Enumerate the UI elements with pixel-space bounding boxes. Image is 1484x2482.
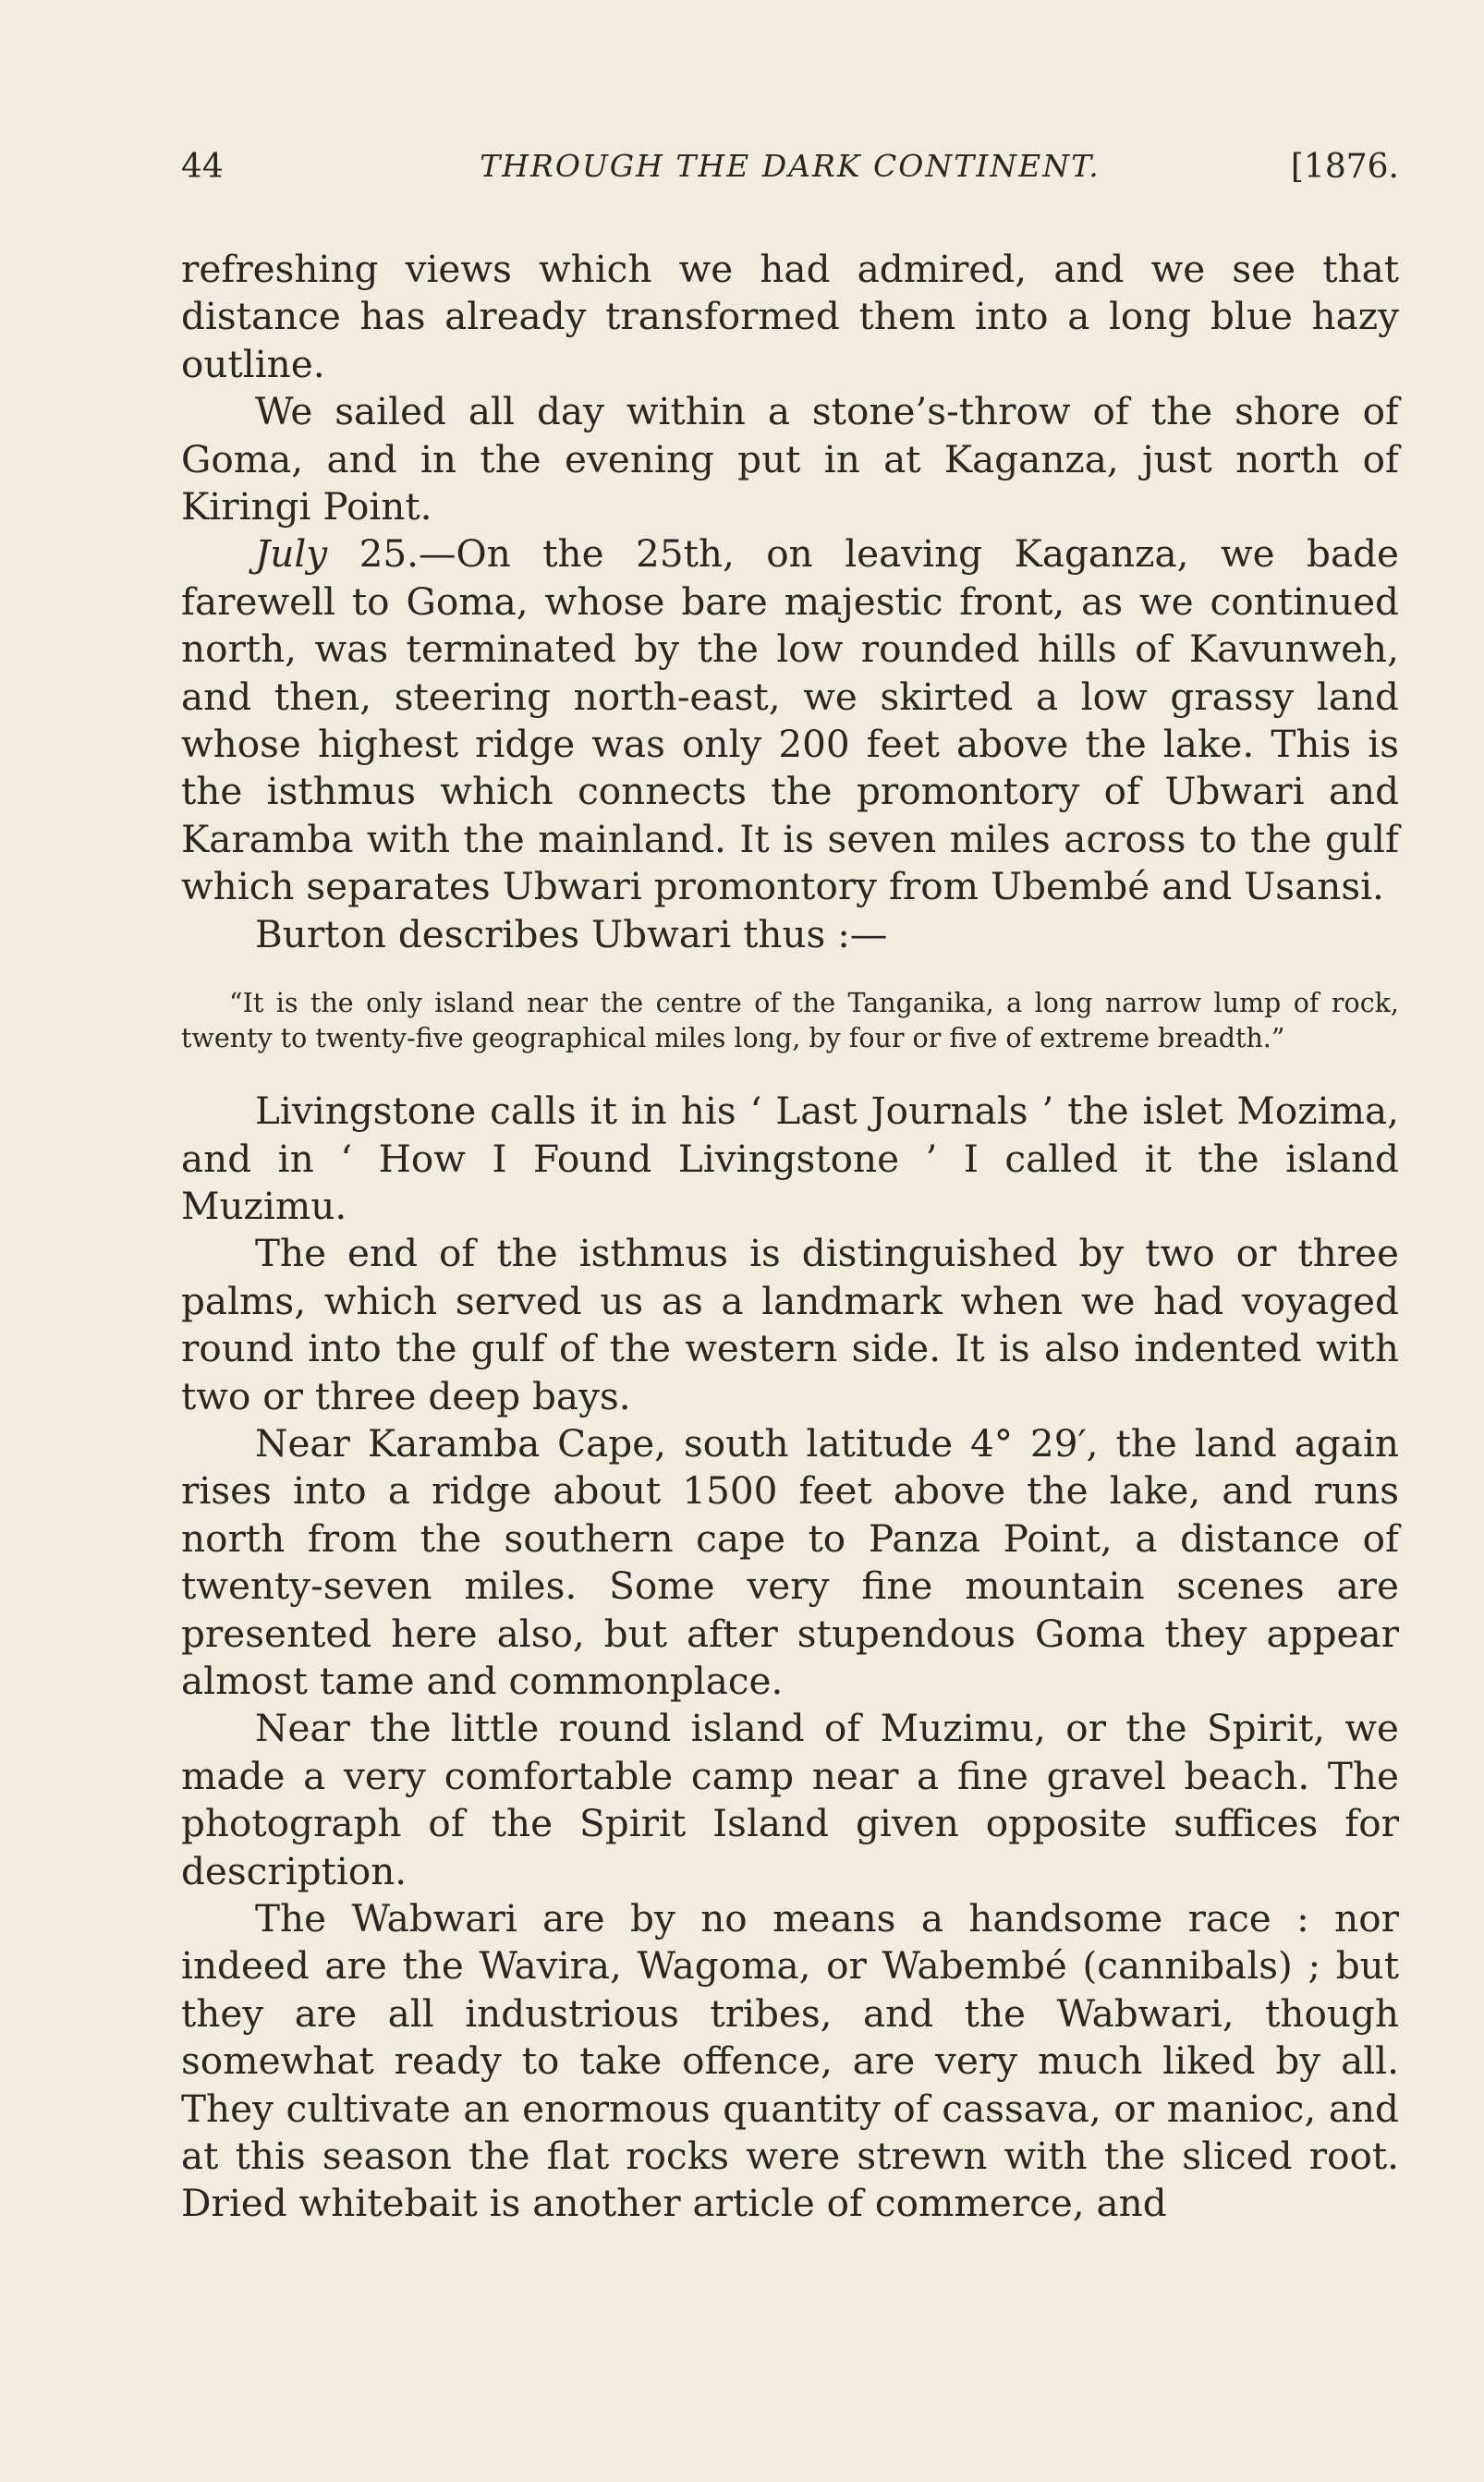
block-quote: “It is the only island near the centre of the Tanganika, a long narrow lump of rock, twenty to twenty-five geographical miles long, by four or five of extreme breadth.” [181,988,1399,1054]
paragraph: Burton describes Ubwari thus :— [255,911,888,956]
running-year: [1876. [1290,148,1399,186]
paragraph: We sailed all day within a stone’s-throw of the shore of Goma, and in the evening put in at Kaganza, just north of Kiringi Point. [181,389,1399,529]
paragraph: The Wabwari are by no means a handsome race : nor indeed are the Wavira, Wagoma, or Wabembé (cannibals) ; but they are all industrious tribes, and the Wabwari, though somewhat ready to take offence, are very much liked by all. They cultivate an enormous quantity of cassava, or manioc, and at this season the flat rocks were strewn with the sliced root. Dried whitebait is another article of commerce, and [181,1896,1399,2226]
paragraph: Near Karamba Cape, south latitude 4° 29′, the land again rises into a ridge about 1500 feet above the lake, and runs north from the southern cape to Panza Point, a distance of twenty-seven miles. Some very fine mountain scenes are presented here also, but after stupendous Goma they appear almost tame and commonplace. [181,1420,1399,1703]
paragraph: Livingstone calls it in his ‘ Last Journals ’ the islet Mozima, and in ‘ How I Found Livingstone ’ I called it the island Muzimu. [181,1089,1399,1228]
paragraph-text: 25.—On the 25th, on leaving Kaganza, we bade farewell to Goma, whose bare majestic front, as we continued north, was terminated by the low rounded hills of Kavunweh, and then, steering north-east, we skirted a low grassy land whose highest ridge was only 200 feet above the lake. This is the isthmus which connects the promontory of Ubwari and Karamba with the mainland. It is seven miles across to the gulf which separates Ubwari promontory from Ubembé and Usansi. [181,531,1399,909]
paragraph-continued: refreshing views which we had admired, and we see that distance has already transformed them into a long blue hazy outline. [181,247,1399,386]
running-title: THROUGH THE DARK CONTINENT. [480,148,1101,184]
paragraph-dated [181,530,1399,910]
page-number: 44 [181,148,224,186]
date-label: July [255,531,328,577]
running-head [181,148,1399,203]
paragraph: Near the little round island of Muzimu, or the Spirit, we made a very comfortable camp near a fine gravel beach. The photograph of the Spirit Island given opposite suffices for description. [181,1706,1399,1893]
paragraph: The end of the isthmus is distinguished by two or three palms, which served us as a landmark when we had voyaged round into the gulf of the western side. It is also indented with two or three deep bays. [181,1231,1399,1418]
body-text [181,246,1399,2228]
book-page [181,148,1399,2228]
